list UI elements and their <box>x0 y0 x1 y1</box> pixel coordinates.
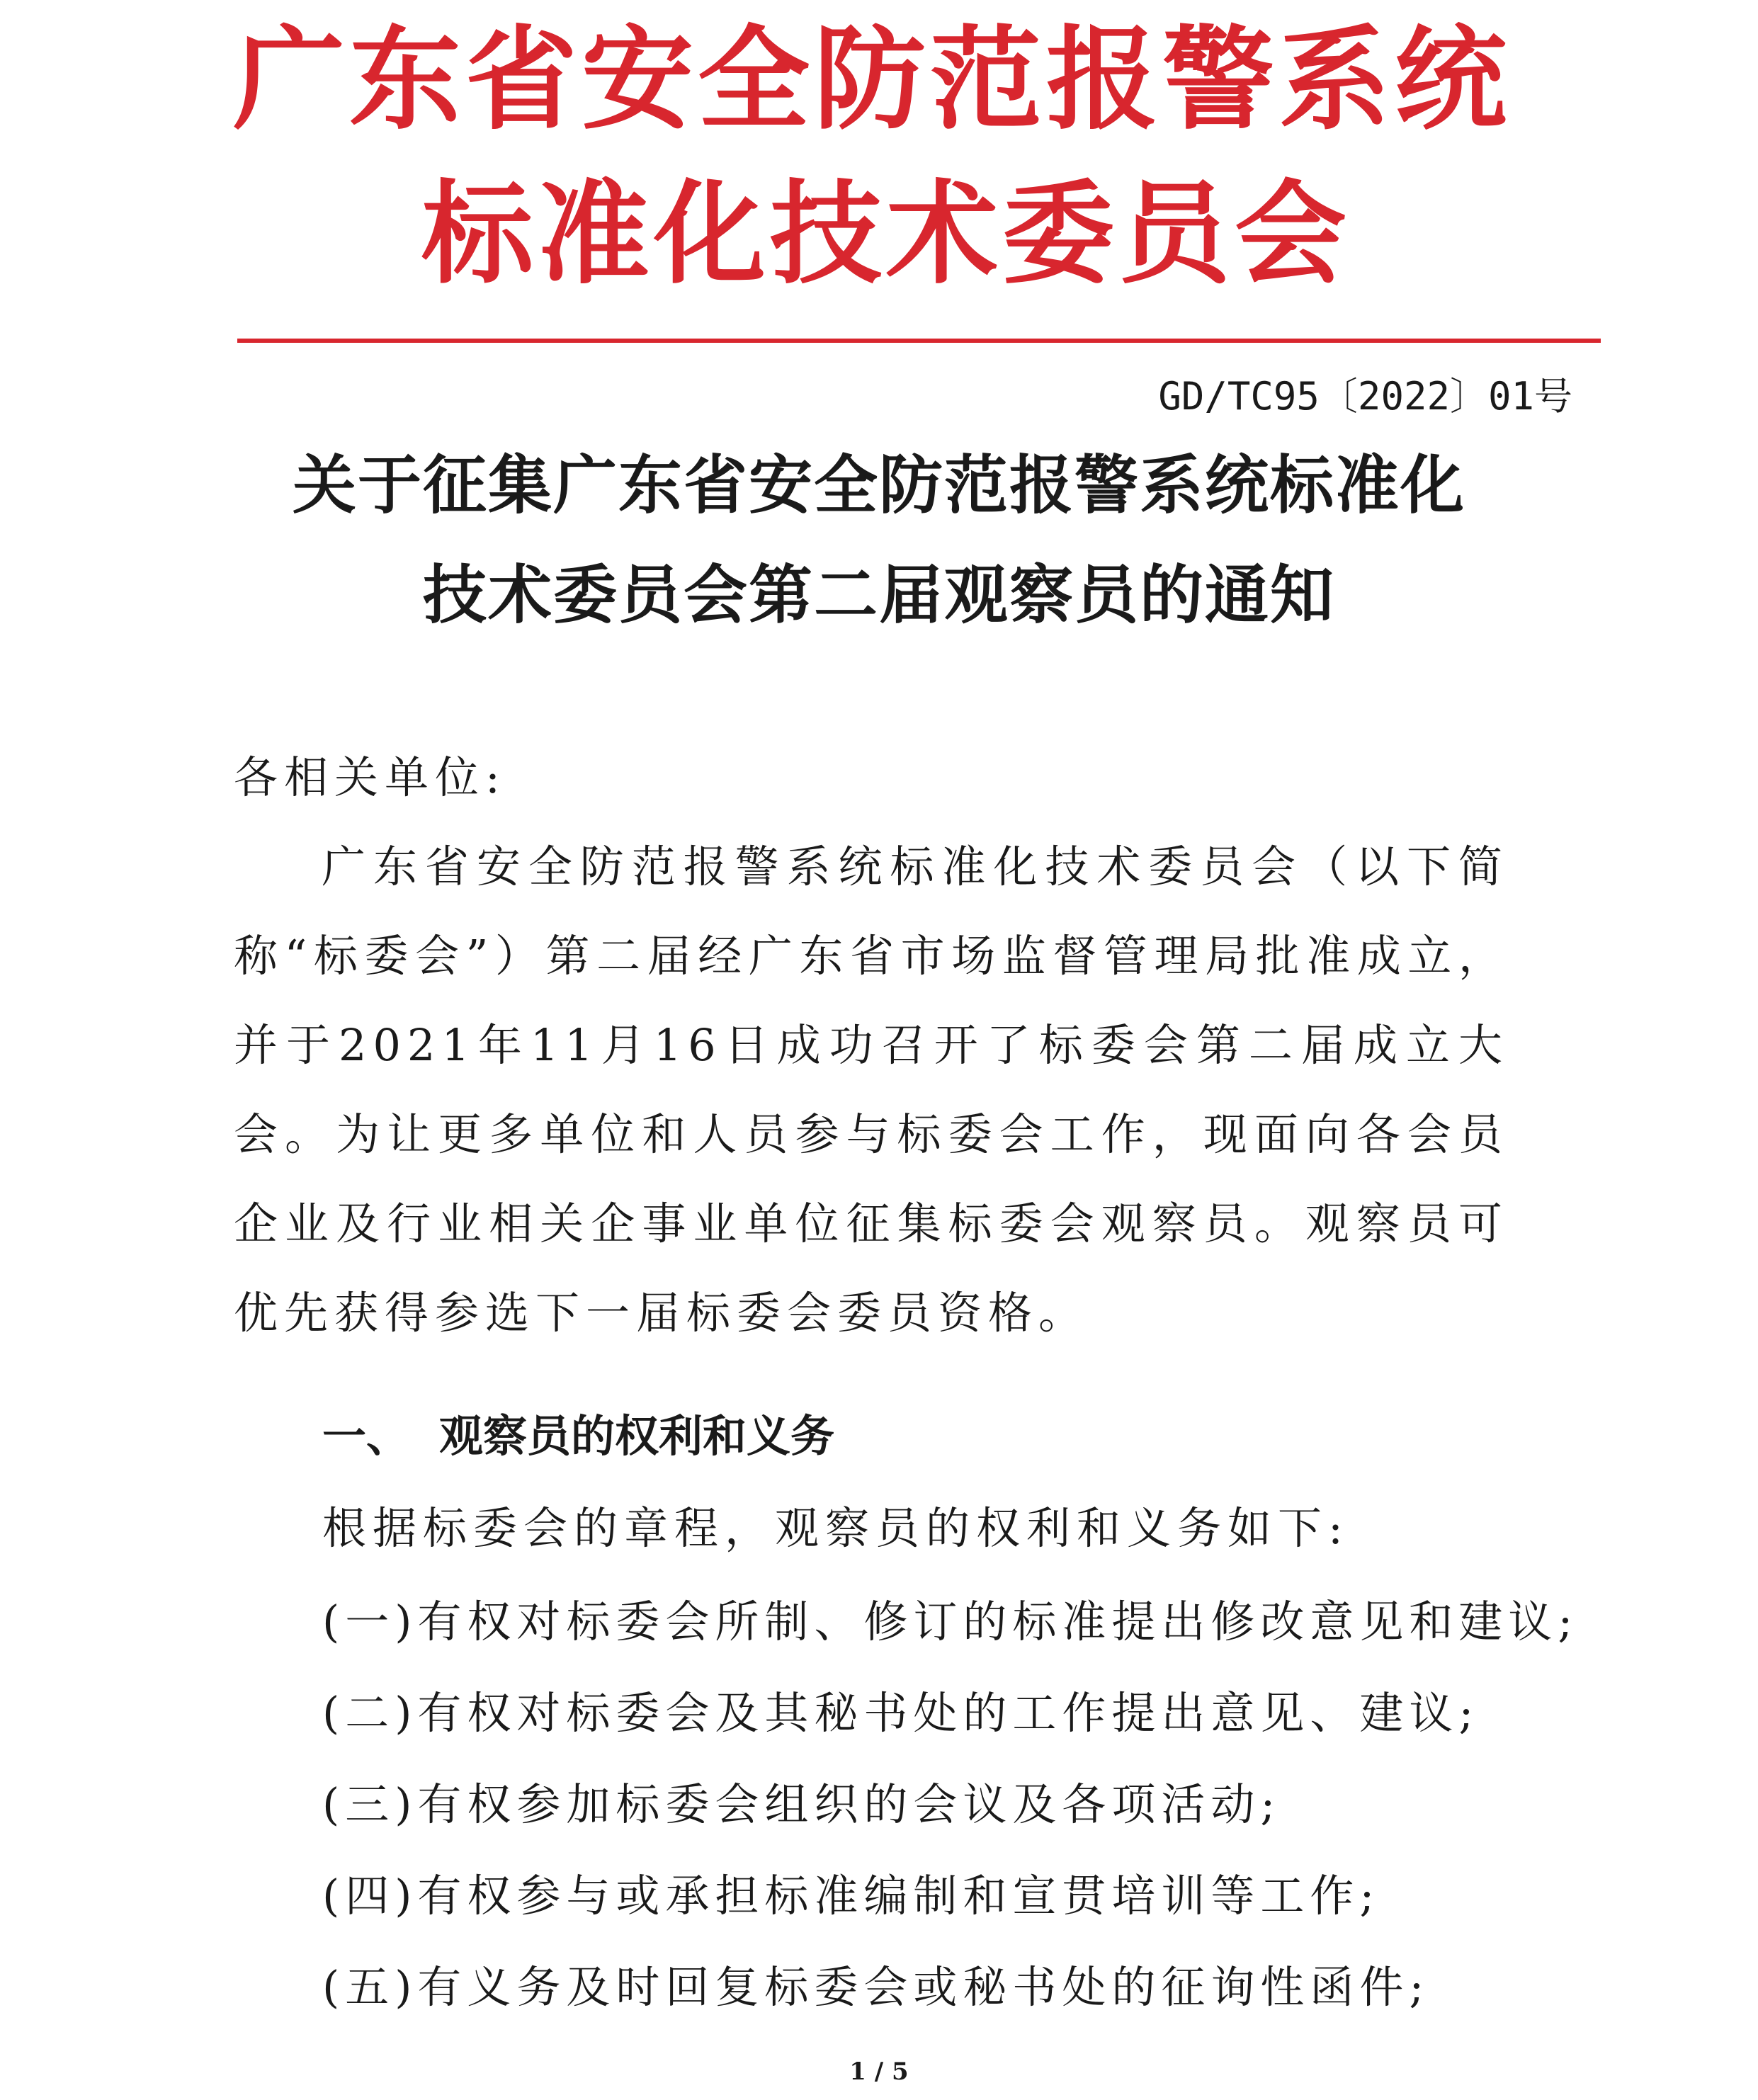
salutation: 各相关单位: <box>234 751 506 803</box>
notice-title-line-1: 关于征集广东省安全防范报警系统标准化 <box>293 448 1465 523</box>
notice-title-line-2: 技术委员会第二届观察员的通知 <box>423 557 1335 632</box>
section-title: 观察员的权利和义务 <box>439 1410 835 1462</box>
list-item: (三)有权参加标委会组织的会议及各项活动; <box>322 1778 1281 1830</box>
list-item: (五)有义务及时回复标委会或秘书处的征询性函件; <box>322 1961 1430 2013</box>
document-number: GD/TC95〔2022〕01号 <box>1158 374 1572 419</box>
rights-duties-list <box>322 1576 1578 2033</box>
letterhead-divider <box>237 339 1601 343</box>
body-paragraph: 广东省安全防范报警系统标准化技术委员会（以下简称“标委会”）第二届经广东省市场监督管理局批准成立，并于2021年11月16日成功召开了标委会第二届成立大会。为让更多单位和人员参与标委会工作，现面向各会员企业及行业相关企事业单位征集标委会观察员。观察员可优先获得参选下一届标委会委员资格。 <box>234 841 1509 1339</box>
list-item: (一)有权对标委会所制、修订的标准提出修改意见和建议; <box>322 1596 1579 1647</box>
letterhead-line-2: 标准化技术委员会 <box>421 169 1351 300</box>
page-number: 1 / 5 <box>849 2058 909 2086</box>
section-intro: 根据标委会的章程，观察员的权利和义务如下: <box>322 1502 1349 1554</box>
letterhead-line-1: 广东省安全防范报警系统 <box>233 14 1511 145</box>
section-heading <box>322 1392 834 1481</box>
list-item: (四)有权参与或承担标准编制和宣贯培训等工作; <box>322 1870 1380 1922</box>
section-number: 一、 <box>322 1410 411 1462</box>
list-item: (二)有权对标委会及其秘书处的工作提出意见、建议; <box>322 1687 1480 1739</box>
